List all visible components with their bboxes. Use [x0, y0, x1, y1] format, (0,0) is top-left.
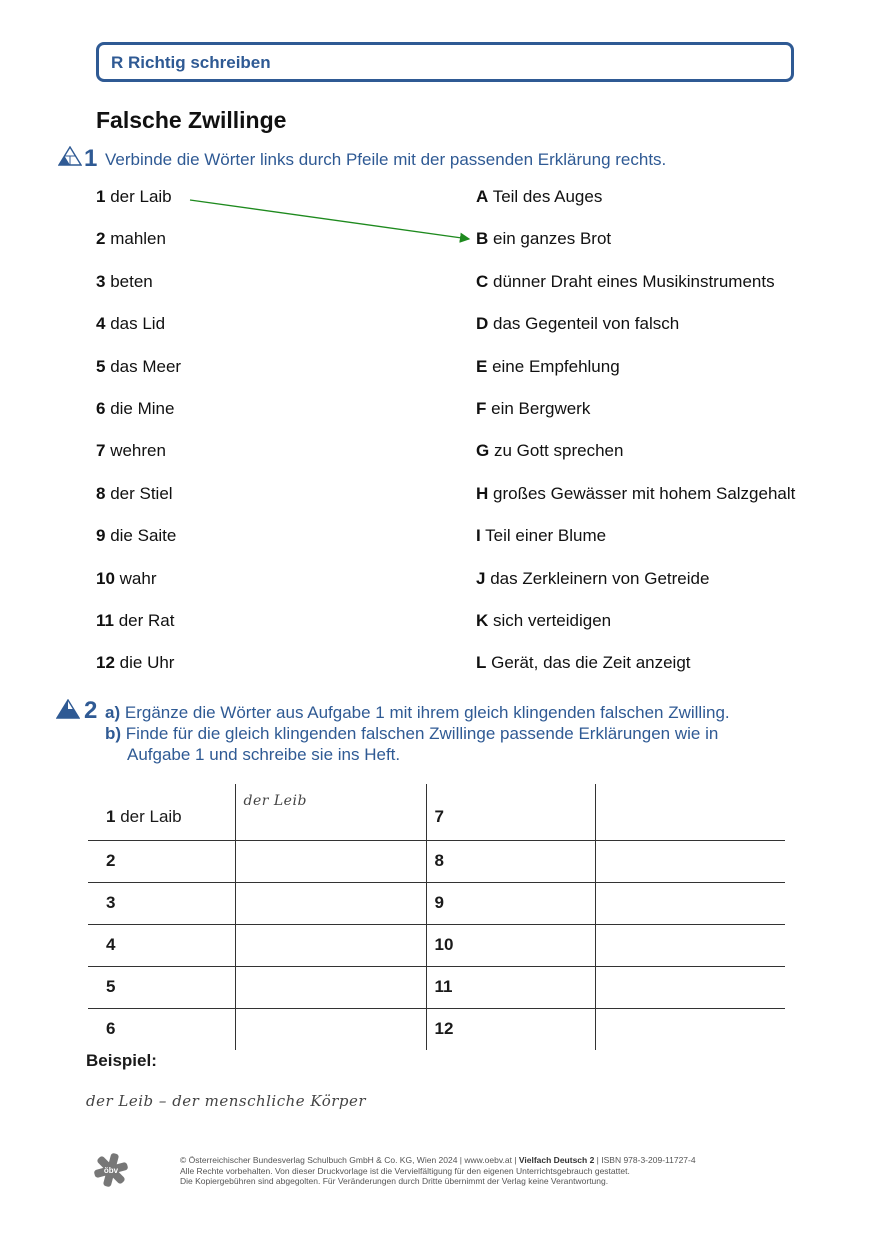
- left-answer-cell[interactable]: [235, 966, 426, 1008]
- row-word-left: der Laib: [120, 806, 182, 826]
- page-title: Falsche Zwillinge: [96, 107, 287, 133]
- right-word-cell: [426, 966, 595, 1008]
- right-explanation-text: das Gegenteil von falsch: [493, 314, 680, 333]
- left-word-text: das Meer: [110, 357, 182, 376]
- left-word-number: 8: [96, 484, 106, 503]
- right-explanation-item[interactable]: [476, 611, 611, 631]
- right-explanation-letter: F: [476, 399, 487, 418]
- task-2-number: 2: [84, 697, 98, 724]
- left-word-item[interactable]: [96, 569, 157, 589]
- right-explanation-item[interactable]: [476, 399, 590, 419]
- left-word-number: 12: [96, 653, 115, 672]
- left-word-item[interactable]: [96, 611, 174, 631]
- left-word-item[interactable]: [96, 314, 165, 334]
- right-explanation-text: dünner Draht eines Musikinstruments: [493, 272, 775, 291]
- right-answer-cell[interactable]: [595, 924, 785, 966]
- table-row: [88, 840, 785, 882]
- right-explanation-letter: G: [476, 441, 490, 460]
- left-word-number: 5: [96, 357, 106, 376]
- right-explanation-item[interactable]: [476, 229, 611, 249]
- right-word-cell: [426, 924, 595, 966]
- right-explanation-item[interactable]: [476, 272, 775, 292]
- right-explanation-text: zu Gott sprechen: [493, 441, 624, 460]
- row-number-right: 10: [434, 935, 454, 954]
- difficulty-triangle-icon-2: [56, 699, 80, 719]
- right-explanation-letter: D: [476, 314, 489, 333]
- table-row: [88, 784, 785, 840]
- footer-copyright: [180, 1155, 696, 1187]
- table-row: [88, 966, 785, 1008]
- right-explanation-letter: B: [476, 229, 489, 248]
- left-word-cell: [88, 882, 235, 924]
- left-answer-cell[interactable]: [235, 1008, 426, 1050]
- left-word-number: 1: [96, 187, 106, 206]
- row-number-right: 9: [434, 893, 444, 912]
- left-word-cell: [88, 1008, 235, 1050]
- left-word-text: wehren: [110, 441, 166, 460]
- left-answer-cell[interactable]: [235, 784, 426, 840]
- right-explanation-item[interactable]: [476, 187, 602, 207]
- part-b-text-line1: Finde für die gleich klingenden falschen Zwillinge passende Erklärungen wie in: [125, 724, 719, 743]
- left-word-number: 7: [96, 441, 106, 460]
- row-number-left: 5: [106, 977, 116, 996]
- row-number-left: 4: [106, 935, 116, 954]
- twins-table: [88, 784, 785, 1050]
- row-number-left: 3: [106, 893, 116, 912]
- left-word-number: 9: [96, 526, 106, 545]
- right-explanation-text: Gerät, das die Zeit anzeigt: [491, 653, 691, 672]
- right-explanation-letter: A: [476, 187, 489, 206]
- right-explanation-text: sich verteidigen: [493, 611, 612, 630]
- left-answer-cell[interactable]: [235, 840, 426, 882]
- example-text: der Leib – der menschliche Körper: [86, 1092, 367, 1110]
- right-explanation-text: ein Bergwerk: [491, 399, 591, 418]
- section-label: R Richtig schreiben: [111, 53, 271, 72]
- left-word-text: der Laib: [110, 187, 172, 206]
- left-word-cell: [88, 924, 235, 966]
- right-answer-cell[interactable]: [595, 966, 785, 1008]
- right-explanation-text: das Zerkleinern von Getreide: [490, 569, 710, 588]
- part-b-text-line2: Aufgabe 1 und schreibe sie ins Heft.: [127, 745, 401, 764]
- left-word-item[interactable]: [96, 399, 174, 419]
- right-explanation-text: Teil des Auges: [492, 187, 603, 206]
- task-1-number: 1: [84, 145, 98, 172]
- left-word-text: die Mine: [110, 399, 175, 418]
- right-explanation-letter: H: [476, 484, 489, 503]
- left-word-item[interactable]: [96, 484, 173, 504]
- footer-line-1: © Österreichischer Bundesverlag Schulbuch GmbH & Co. KG, Wien 2024 | www.oebv.at | Vielfach Deutsch 2 | ISBN 978-3-209-11727-4: [180, 1155, 696, 1165]
- task-1-instruction: Verbinde die Wörter links durch Pfeile mit der passenden Erklärung rechts.: [105, 150, 667, 169]
- left-word-item[interactable]: [96, 357, 181, 377]
- left-word-text: wahr: [119, 569, 157, 588]
- publisher-logo-text: öbv: [103, 1166, 119, 1175]
- left-answer-cell[interactable]: [235, 924, 426, 966]
- left-answer-cell[interactable]: [235, 882, 426, 924]
- left-word-item[interactable]: [96, 653, 174, 673]
- right-explanation-text: großes Gewässer mit hohem Salzgehalt: [493, 484, 796, 503]
- row-number-left: 1: [106, 806, 116, 826]
- right-explanation-text: eine Empfehlung: [492, 357, 620, 376]
- left-word-cell: [88, 840, 235, 882]
- right-explanation-text: ein ganzes Brot: [493, 229, 612, 248]
- left-word-cell: [88, 784, 235, 840]
- right-explanation-letter: C: [476, 272, 489, 291]
- right-explanation-item[interactable]: [476, 357, 620, 377]
- task-2-part-b: [105, 723, 718, 744]
- right-explanation-item[interactable]: [476, 484, 795, 504]
- part-b-label: b): [105, 724, 122, 743]
- arrow-line-1-B: [190, 200, 469, 239]
- right-explanation-item[interactable]: [476, 653, 691, 673]
- example-label: Beispiel:: [86, 1051, 157, 1070]
- left-word-text: die Uhr: [119, 653, 175, 672]
- left-word-number: 3: [96, 272, 106, 291]
- left-word-text: mahlen: [110, 229, 166, 248]
- footer-line-3: Die Kopiergebühren sind abgegolten. Für Veränderungen durch Dritte übernimmt der Verlag keine Verantwortung.: [180, 1176, 609, 1186]
- publisher-logo-icon: [93, 1152, 129, 1188]
- right-explanation-letter: E: [476, 357, 488, 376]
- left-word-text: beten: [110, 272, 153, 291]
- footer-line-2: Alle Rechte vorbehalten. Von dieser Druckvorlage ist die Vervielfältigung für den eigenen Unterrichtsgebrauch gestattet.: [180, 1165, 630, 1176]
- left-word-text: der Stiel: [110, 484, 173, 503]
- left-answer-text: der Leib: [243, 793, 307, 809]
- right-explanation-letter: J: [476, 569, 486, 588]
- left-word-item[interactable]: [96, 229, 166, 249]
- left-word-item[interactable]: [96, 441, 166, 461]
- left-word-number: 11: [96, 611, 114, 630]
- right-explanation-letter: L: [476, 653, 487, 672]
- left-word-text: der Rat: [118, 611, 175, 630]
- right-word-cell: [426, 882, 595, 924]
- left-word-number: 4: [96, 314, 106, 333]
- left-word-cell: [88, 966, 235, 1008]
- row-number-right: 8: [434, 851, 444, 870]
- left-word-number: 6: [96, 399, 106, 418]
- right-explanation-item[interactable]: [476, 441, 623, 461]
- right-answer-cell[interactable]: [595, 1008, 785, 1050]
- right-word-cell: [426, 1008, 595, 1050]
- left-word-number: 10: [96, 569, 115, 588]
- difficulty-triangle-icon: [58, 146, 82, 166]
- row-number-right: 12: [434, 1019, 454, 1039]
- right-answer-cell[interactable]: [595, 784, 785, 840]
- table-row: [88, 924, 785, 966]
- left-word-item[interactable]: [96, 272, 153, 292]
- right-word-cell: [426, 840, 595, 882]
- right-explanation-item[interactable]: [476, 526, 606, 546]
- left-word-item[interactable]: [96, 187, 172, 207]
- left-word-text: die Saite: [110, 526, 177, 545]
- right-explanation-letter: I: [476, 526, 481, 545]
- right-explanation-text: Teil einer Blume: [485, 526, 607, 545]
- right-answer-cell[interactable]: [595, 840, 785, 882]
- right-answer-cell[interactable]: [595, 882, 785, 924]
- right-explanation-letter: K: [476, 611, 489, 630]
- section-header: [96, 42, 794, 82]
- left-word-number: 2: [96, 229, 106, 248]
- row-number-left: 2: [106, 851, 116, 870]
- row-number-left: 6: [106, 1019, 116, 1039]
- right-word-cell: [426, 784, 595, 840]
- part-a-text: Ergänze die Wörter aus Aufgabe 1 mit ihrem gleich klingenden falschen Zwilling.: [124, 703, 730, 722]
- left-word-item[interactable]: [96, 526, 176, 546]
- left-word-text: das Lid: [110, 314, 166, 333]
- table-row: [88, 882, 785, 924]
- task-2-part-a: [105, 702, 730, 723]
- part-a-label: a): [105, 703, 121, 722]
- right-explanation-item[interactable]: [476, 314, 679, 334]
- row-number-right: 7: [434, 806, 444, 826]
- table-row: [88, 1008, 785, 1050]
- right-explanation-item[interactable]: [476, 569, 709, 589]
- row-number-right: 11: [434, 977, 453, 996]
